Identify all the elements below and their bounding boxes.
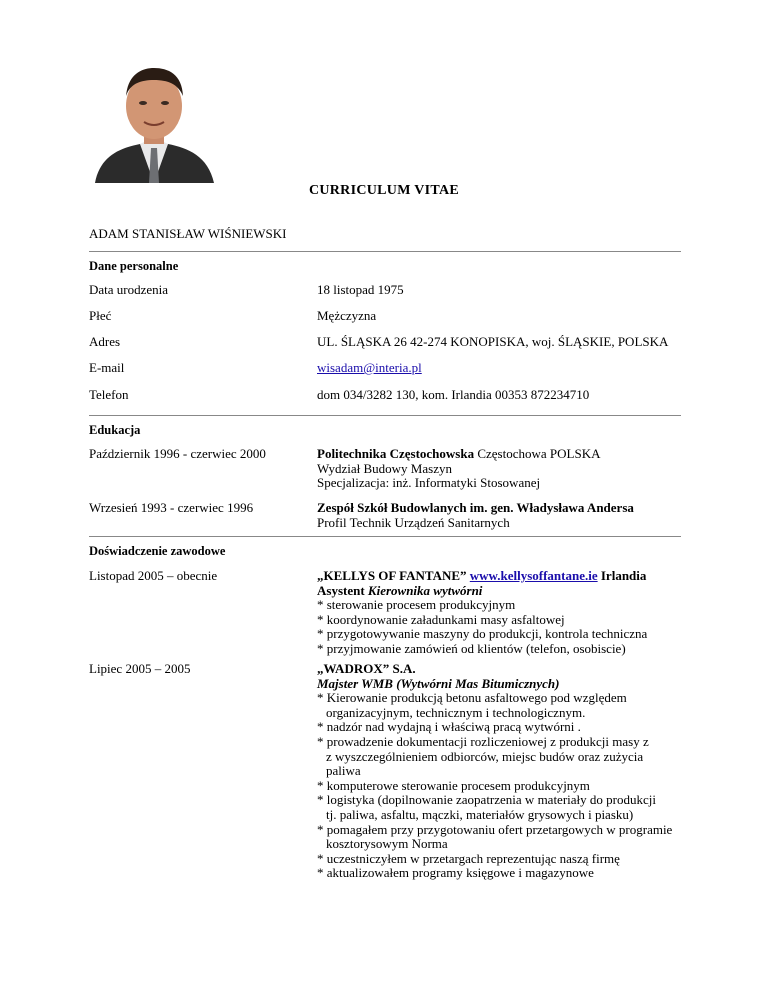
duty-item: * Kierowanie produkcją betonu asfaltowego pod względem [317,690,627,706]
duty-item: organizacyjnym, technicznym i technologicznym. [326,704,586,720]
job-role-prefix: Asystent [317,582,365,598]
phone-label: Telefon [89,387,129,402]
section-heading-education: Edukacja [89,423,141,437]
section-personal [89,251,681,274]
duty-item: * prowadzenie dokumentacji rozliczeniowej z produkcji masy z [317,733,649,749]
duty-item: * nadzór nad wydajną i właściwą pracą wytwórni . [317,719,581,735]
faculty: Wydział Budowy Maszyn [317,460,452,476]
job-period: Listopad 2005 – obecnie [89,568,218,583]
job-role: Kierownika wytwórni [367,582,483,598]
company-country: Irlandia [600,568,647,583]
sex-label: Płeć [89,308,112,323]
duty-item: kosztorysowym Norma [326,836,448,852]
full-name: ADAM STANISŁAW WIŚNIEWSKI [89,226,287,241]
sex-value: Mężczyzna [317,308,377,323]
duty-item: * sterowanie procesem produkcyjnym [317,597,516,613]
profile-photo [90,56,219,183]
specialization: Specjalizacja: inż. Informatyki Stosowanej [317,475,541,491]
job-period: Lipiec 2005 – 2005 [89,661,191,676]
duty-item: * logistyka (dopilnowanie zaopatrzenia w materiały do produkcji [317,792,656,808]
school-name: Zespół Szkół Budowlanych im. gen. Władysława Andersa [317,500,634,515]
duty-item: * pomagałem przy przygotowaniu ofert przetargowych w programie [317,821,673,837]
education-period: Wrzesień 1993 - czerwiec 1996 [89,500,254,515]
company-website-link[interactable]: www.kellysoffantane.ie [469,568,598,583]
section-heading-experience: Doświadczenie zawodowe [89,544,226,558]
duty-item: * przygotowywanie maszyny do produkcji, kontrola techniczna [317,626,648,642]
company-name: „KELLYS OF FANTANE” [317,568,467,583]
duty-item: * uczestniczyłem w przetargach reprezentując naszą firmę [317,850,620,866]
duty-item: paliwa [326,763,361,779]
duty-item: * koordynowanie załadunkami masy asfaltowej [317,611,565,627]
address-label: Adres [89,334,121,349]
birth-label: Data urodzenia [89,282,169,297]
school-profile: Profil Technik Urządzeń Sanitarnych [317,514,510,530]
duty-item: tj. paliwa, asfaltu, mączki, materiałów grysowych i piasku) [326,806,634,822]
page-title: CURRICULUM VITAE [308,183,460,198]
school-name: Politechnika Częstochowska [317,446,475,461]
duty-item: * komputerowe sterowanie procesem produkcyjnym [317,777,590,793]
phone-value: dom 034/3282 130, kom. Irlandia 00353 872234710 [317,387,590,402]
company-name: „WADROX” S.A. [317,661,416,676]
school-location: Częstochowa POLSKA [474,446,601,461]
section-heading-personal: Dane personalne [89,259,179,273]
duty-item: z wyszczególnieniem odbiorców, miejsc budów oraz zużycia [326,748,644,764]
section-experience [89,536,681,559]
address-value: UL. ŚLĄSKA 26 42-274 KONOPISKA, woj. ŚLĄSKIE, POLSKA [317,334,669,349]
email-label: E-mail [89,360,125,375]
job-role: Majster WMB (Wytwórni Mas Bitumicznych) [317,675,560,691]
education-period: Październik 1996 - czerwiec 2000 [89,446,266,461]
section-education [89,415,681,438]
duty-item: * aktualizowałem programy księgowe i magazynowe [317,865,594,881]
email-link[interactable]: wisadam@interia.pl [317,360,422,375]
duty-item: * przyjmowanie zamówień od klientów (telefon, osobiscie) [317,640,626,656]
birth-value: 18 listopad 1975 [317,282,404,297]
portrait-image [90,56,219,183]
